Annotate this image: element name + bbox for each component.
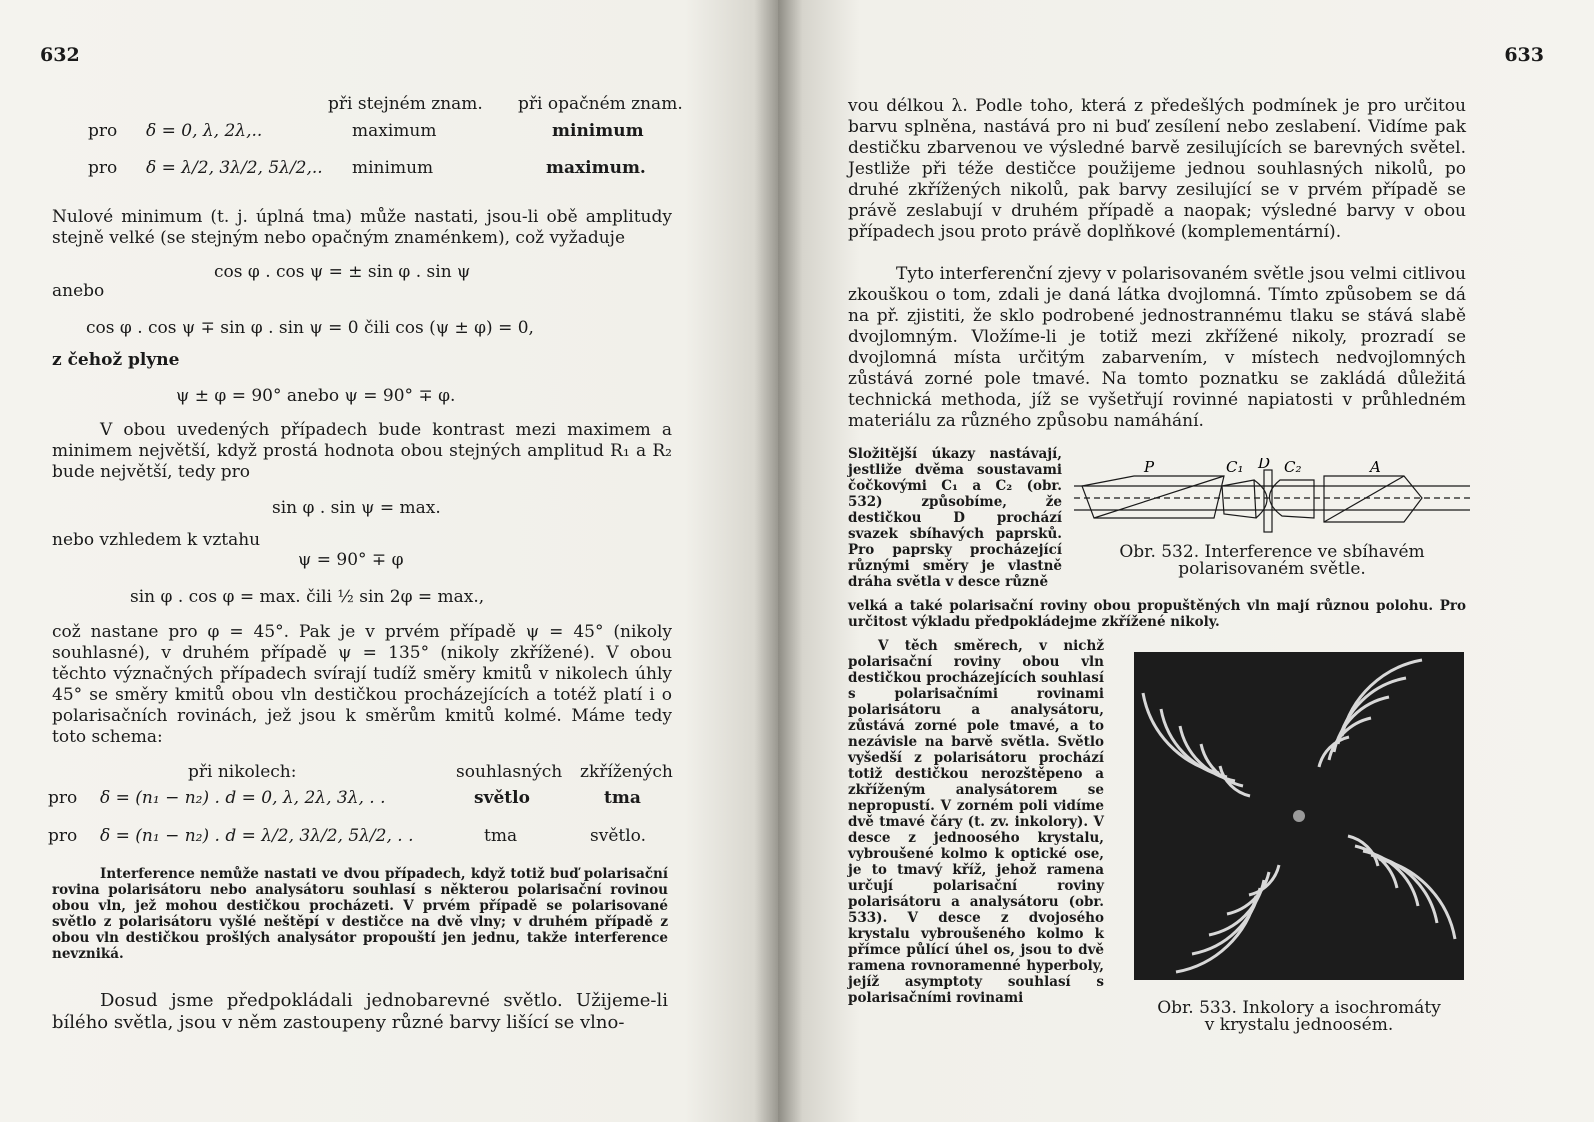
- table2-row1-z: tma: [604, 788, 641, 808]
- right-paragraph-1: vou délkou λ. Podle toho, která z předešlých podmínek je pro určitou barvu splněna, nastává pro ni buď zesílení nebo zeslabení. Vidíme pak destičku zbarvenou ve výsledné barvě zesilujících se barevných světel. Jestliže při téže destičce použijeme jednou souhlasných nikolů, po druhé zkřížených nikolů, pak barvy zesilující se v prvém případě se právě zeslabují v druhém případě a naopak; výsledné barvy v obou případech jsou proto právě doplňkové (komplementární).: [848, 96, 1466, 242]
- left-small-paragraph: Interference nemůže nastati ve dvou případech, když totiž buď polarisační rovina polarisátoru nebo analysátoru souhlasí s některou polarisační rovinou obou vln, jež mohou destičkou procházeti. V prvém případě se polarisované světlo z polarisátoru vyšlé neštěpí v destičce na dvě vlny; v druhém případě z obou vln destičkou prošlých analysátor propouští jen jednu, takže interference nevzniká.: [52, 866, 668, 962]
- equation-1: cos φ . cos ψ = ± sin φ . sin ψ: [214, 262, 471, 282]
- z-cehoz-plyne: z čehož plyne: [52, 350, 180, 370]
- table2-row2-formula: δ = (n₁ − n₂) . d = λ/2, 3λ/2, 5λ/2, . .: [100, 826, 414, 846]
- table2-head: při nikolech:: [188, 762, 297, 782]
- right-paragraph-4: V těch směrech, v nichž polarisační roviny obou vln destičkou procházejících souhlasí s polarisačními rovinami polarisátoru a analysátoru, zůstává zorné pole tmavé, a to nezávisle na barvě světla. Světlo vyšedší z polarisátoru prochází totiž destičkou nerozštěpeno a zkříženým analysátorem se nepropustí. V zorném poli vidíme dvě tmavé čáry (t. zv. inkolory). V desce z jednoosého krystalu, vybroušené kolmo k optické ose, je to tmavý kříž, jehož ramena určují polarisační roviny polarisátoru a analysátoru (obr. 533). V desce z dvojosého krystalu vybroušeného kolmo k přímce půlící úhel os, jsou to dvě ramena rovnoramenné hyperboly, jejíž asymptoty souhlasí s polarisačními rovinami: [848, 638, 1104, 1006]
- page-number-right: 633: [1504, 44, 1544, 66]
- fig532-label-P: P: [1144, 458, 1155, 476]
- table1-row1-same: maximum: [352, 121, 437, 141]
- table1-head-same: při stejném znam.: [328, 94, 483, 114]
- left-paragraph-3: což nastane pro φ = 45°. Pak je v prvém případě ψ = 45° (nikoly souhlasné), v druhém případě ψ = 135° (nikoly zkřížené). V obou těchto význačných případech svírají tudíž směry kmitů v nikolech úhly 45° se směry kmitů obou vln destičkou procházejících a totéž platí i o polarisačních rovinách, jež jsou k směrům kmitů kolmé. Máme tedy toto schema:: [52, 622, 672, 747]
- equation-2: cos φ . cos ψ ∓ sin φ . sin ψ = 0 čili cos (ψ ± φ) = 0,: [86, 318, 534, 338]
- table2-row2-label: pro: [48, 826, 78, 846]
- table2-row1-label: pro: [48, 788, 78, 808]
- fig532-label-A: A: [1370, 458, 1381, 476]
- figure-533-caption-1: Obr. 533. Inkolory a isochromáty: [1157, 998, 1441, 1018]
- table1-row1-label: pro: [88, 121, 118, 141]
- right-paragraph-3-full: velká a také polarisační roviny obou propuštěných vln mají různou polohu. Pro určitost výkladu předpokládejme zkřížené nikoly.: [848, 598, 1466, 630]
- table1-row2-formula: δ = λ/2, 3λ/2, 5λ/2,..: [146, 158, 323, 178]
- table1-row1-opp: minimum: [552, 121, 644, 141]
- nebo-vzhledem: nebo vzhledem k vztahu: [52, 530, 261, 550]
- equation-4: sin φ . sin ψ = max.: [272, 498, 441, 518]
- fig532-label-D: D: [1258, 458, 1271, 472]
- table1-row2-opp: maximum.: [546, 158, 646, 178]
- table1-head-opp: při opačném znam.: [518, 94, 683, 114]
- page-number-left: 632: [40, 44, 80, 66]
- equation-6: sin φ . cos φ = max. čili ½ sin 2φ = max.,: [130, 587, 485, 607]
- table1-row1-formula: δ = 0, λ, 2λ,..: [146, 121, 263, 141]
- equation-3: ψ ± φ = 90° anebo ψ = 90° ∓ φ.: [176, 386, 456, 406]
- figure-532-diagram: [1074, 458, 1470, 540]
- left-paragraph-2: V obou uvedených případech bude kontrast mezi maximem a minimem největší, když prostá hodnota obou stejných amplitud R₁ a R₂ bude největší, tedy pro: [52, 420, 672, 482]
- table2-row1-s: světlo: [474, 788, 530, 808]
- left-paragraph-1: Nulové minimum (t. j. úplná tma) může nastati, jsou-li obě amplitudy stejně velké (se stejným nebo opačným znaménkem), což vyžaduje: [52, 207, 672, 248]
- page-right: [778, 0, 1594, 1122]
- table2-head-souhlasnych: souhlasných: [456, 762, 563, 782]
- page-left: [0, 0, 778, 1122]
- table2-head-zkrizenych: zkřížených: [580, 762, 673, 782]
- table2-row1-formula: δ = (n₁ − n₂) . d = 0, λ, 2λ, 3λ, . .: [100, 788, 386, 808]
- figure-533-caption-2: v krystalu jednoosém.: [1204, 1015, 1394, 1035]
- fig532-label-C2: C₂: [1284, 458, 1302, 476]
- figure-532-caption-1: Obr. 532. Interference ve sbíhavém: [1119, 542, 1425, 562]
- equation-5: ψ = 90° ∓ φ: [298, 550, 404, 570]
- anebo-1: anebo: [52, 281, 105, 301]
- table2-row2-z: světlo.: [590, 826, 646, 846]
- fig532-label-C1: C₁: [1226, 458, 1244, 476]
- table1-row2-label: pro: [88, 158, 118, 178]
- right-paragraph-3-wrapped: Složitější úkazy nastávají, jestliže dvěma soustavami čočkovými C₁ a C₂ (obr. 532) způsobíme, že destičkou D prochází svazek sbíhavých paprsků. Pro paprsky procházející různými směry je vlastně dráha světla v desce různě: [848, 446, 1062, 590]
- right-paragraph-2: Tyto interferenční zjevy v polarisovaném světle jsou velmi citlivou zkouškou o tom, zdali je daná látka dvojlomná. Tímto způsobem se dá na př. zjistiti, že sklo podrobené jednostrannému tlaku se stává slabě dvojlomným. Vložíme-li je totiž mezi zkřížené nikoly, prozradí se dvojlomná místa určitým zabarvením, v místech nedvojlomných zůstává zorné pole tmavé. Na tomto poznatku se zakládá důležitá technická methoda, jíž se vyšetřují rovinné napiatosti v průhledném materiálu za různého způsobu namáhání.: [848, 264, 1466, 431]
- figure-532-caption-2: polarisovaném světle.: [1178, 559, 1366, 579]
- left-paragraph-4: Dosud jsme předpokládali jednobarevné světlo. Užijeme-li bílého světla, jsou v něm zastoupeny různé barvy lišící se vlno-: [52, 990, 668, 1033]
- table1-row2-same: minimum: [352, 158, 434, 178]
- figure-533-photo: [1134, 652, 1464, 980]
- table2-row2-s: tma: [484, 826, 518, 846]
